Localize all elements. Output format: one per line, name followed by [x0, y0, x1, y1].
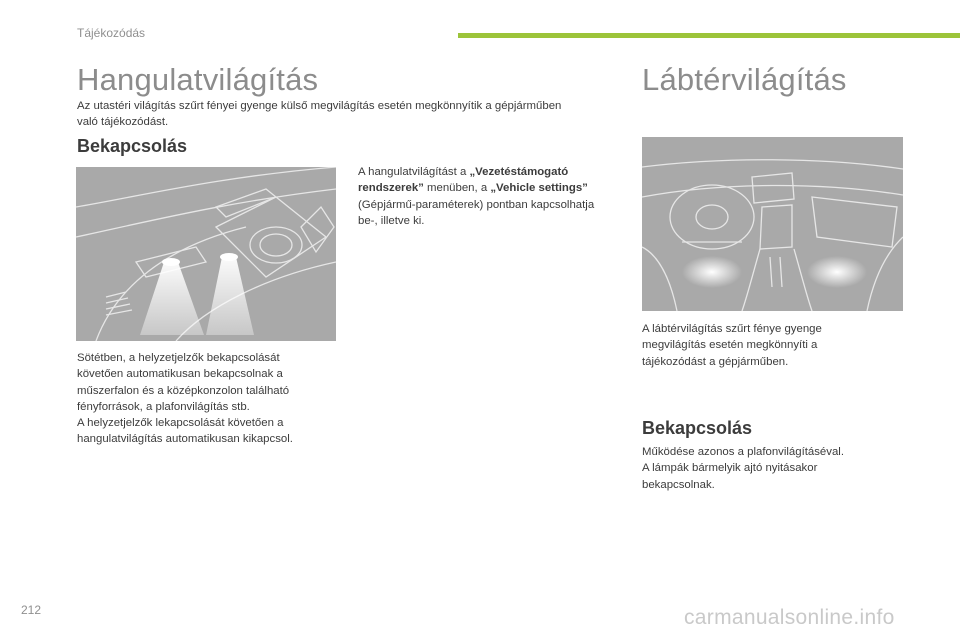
- ceiling-console-drawing: [76, 167, 336, 341]
- body-line: hangulatvilágítás automatikusan kikapcsol.: [77, 433, 293, 446]
- menu-instruction-text: [358, 164, 623, 229]
- dashboard-drawing: [642, 137, 903, 311]
- menu-name: „Vezetéstámogató: [469, 166, 569, 178]
- menu-option: „Vehicle settings”: [490, 182, 588, 195]
- menu-text-part: be-, illetve ki.: [358, 214, 425, 227]
- caption-line: tájékozódást a gépjárműben.: [642, 355, 789, 368]
- body-line: fényforrások, a plafonvilágítás stb.: [77, 400, 250, 413]
- body-line: műszerfalon és a középkonzolon található: [77, 384, 290, 397]
- footwell-caption: [642, 321, 822, 370]
- section-subtitle-switch-on: Bekapcsolás: [77, 136, 188, 156]
- caption-line: megvilágítás esetén megkönnyíti a: [642, 339, 818, 352]
- section-header: Tájékozódás: [77, 26, 146, 40]
- footwell-illustration: [642, 137, 903, 311]
- section-subtitle-switch-on-right: Bekapcsolás: [642, 418, 753, 438]
- left-body-text: [77, 350, 293, 448]
- body-line: Sötétben, a helyzetjelzők bekapcsolását: [77, 352, 280, 364]
- ceiling-console-illustration: [76, 167, 336, 341]
- caption-line: A lábtérvilágítás szűrt fénye gyenge: [642, 323, 822, 335]
- intro-line: Az utastéri világítás szűrt fényei gyenge külső megvilágítás esetén megkönnyítik a gépjárműben: [77, 100, 562, 112]
- body-line: bekapcsolnak.: [642, 478, 715, 491]
- page-title-footwell-lighting: Lábtérvilágítás: [642, 62, 847, 97]
- menu-text-part: menüben, a: [423, 182, 491, 195]
- page-number: 212: [21, 603, 42, 617]
- intro-line: való tájékozódást.: [77, 116, 169, 129]
- right-body-text: [642, 444, 844, 493]
- menu-text-part: (Gépjármű-paraméterek) pontban kapcsolhatja: [358, 198, 595, 211]
- intro-text: [77, 98, 561, 131]
- page-title-ambient-lighting: Hangulatvilágítás: [77, 62, 319, 97]
- accent-bar: [458, 33, 960, 38]
- body-line: Működése azonos a plafonvilágításéval.: [642, 446, 844, 458]
- menu-name: rendszerek”: [358, 182, 424, 195]
- watermark-text: carmanualsonline.info: [684, 606, 895, 629]
- menu-text-part: A hangulatvilágítást a: [358, 166, 470, 178]
- body-line: követően automatikusan bekapcsolnak a: [77, 368, 283, 381]
- body-line: A lámpák bármelyik ajtó nyitásakor: [642, 462, 818, 475]
- body-line: A helyzetjelzők lekapcsolását követően a: [77, 417, 284, 430]
